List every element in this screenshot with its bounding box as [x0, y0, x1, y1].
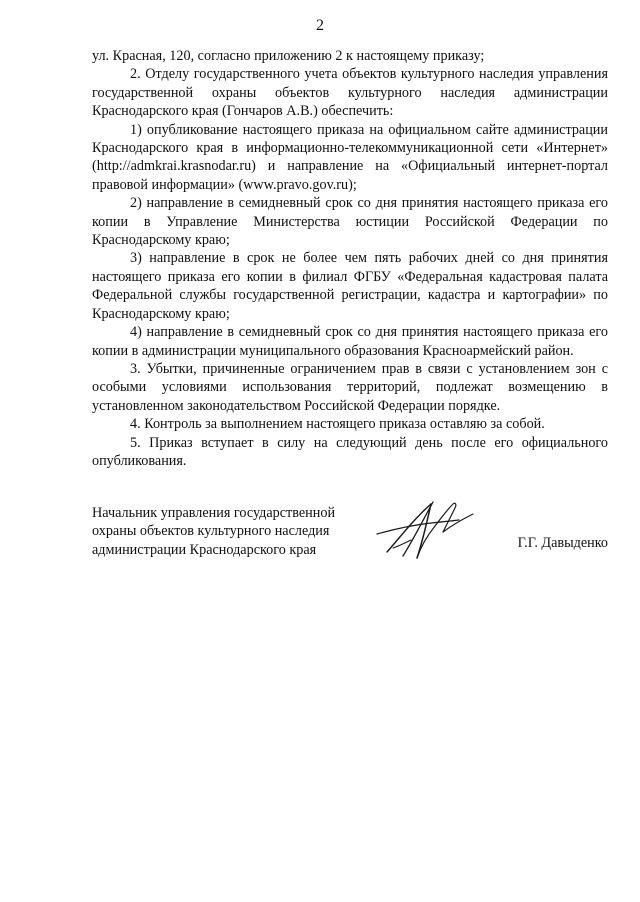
- signatory-position-line: администрации Краснодарского края: [92, 541, 317, 558]
- paragraph-subitem-4: 4) направление в семидневный срок со дня принятия настоящего приказа его копии в администрации муниципального образования Красноармейский район.: [92, 324, 608, 359]
- signatory-position: [92, 504, 372, 559]
- signature-block: [92, 504, 608, 564]
- paragraph-continuation: ул. Красная, 120, согласно приложению 2 к настоящему приказу;: [92, 48, 485, 64]
- signatory-position-line: Начальник управления государственной: [92, 505, 336, 521]
- paragraph-subitem-2: 2) направление в семидневный срок со дня принятия настоящего приказа его копии в Управление Министерства юстиции Российской Федерации по Краснодарскому краю;: [92, 195, 608, 249]
- paragraph-subitem-3: 3) направление в срок не более чем пять рабочих дней со дня принятия настоящего приказа его копии в филиал ФГБУ «Федеральная кадастровая палата Федеральной службы государственной регистрации, кадастра и картографии» по Краснодарскому краю;: [92, 250, 608, 322]
- paragraph-item-3: 3. Убытки, причиненные ограничением прав в связи с установлением зон с особыми условиями использования территорий, подлежат возмещению в установленном законодательством Российской Федерации порядке.: [92, 360, 608, 414]
- paragraph-item-4: 4. Контроль за выполнением настоящего приказа оставляю за собой.: [130, 416, 545, 433]
- paragraph-subitem-1: 1) опубликование настоящего приказа на официальном сайте администрации Краснодарского края в информационно-телекоммуникационной сети «Интернет» (http://admkrai.krasnodar.ru) и направление на «Официальный интернет-портал правовой информации» (www.pravo.gov.ru);: [92, 121, 608, 193]
- page-number: 2: [316, 17, 324, 34]
- signatory-name: Г.Г. Давыденко: [517, 535, 608, 551]
- paragraph-item-5: 5. Приказ вступает в силу на следующий день после его официального опубликования.: [92, 434, 608, 469]
- handwritten-signature: [373, 496, 485, 562]
- paragraph-item-2: 2. Отделу государственного учета объектов культурного наследия управления государственной охраны объектов культурного наследия администрации Краснодарского края (Гончаров А.В.) обеспечить:: [92, 66, 608, 120]
- signatory-position-line: охраны объектов культурного наследия: [92, 523, 330, 540]
- document-body: [92, 47, 608, 470]
